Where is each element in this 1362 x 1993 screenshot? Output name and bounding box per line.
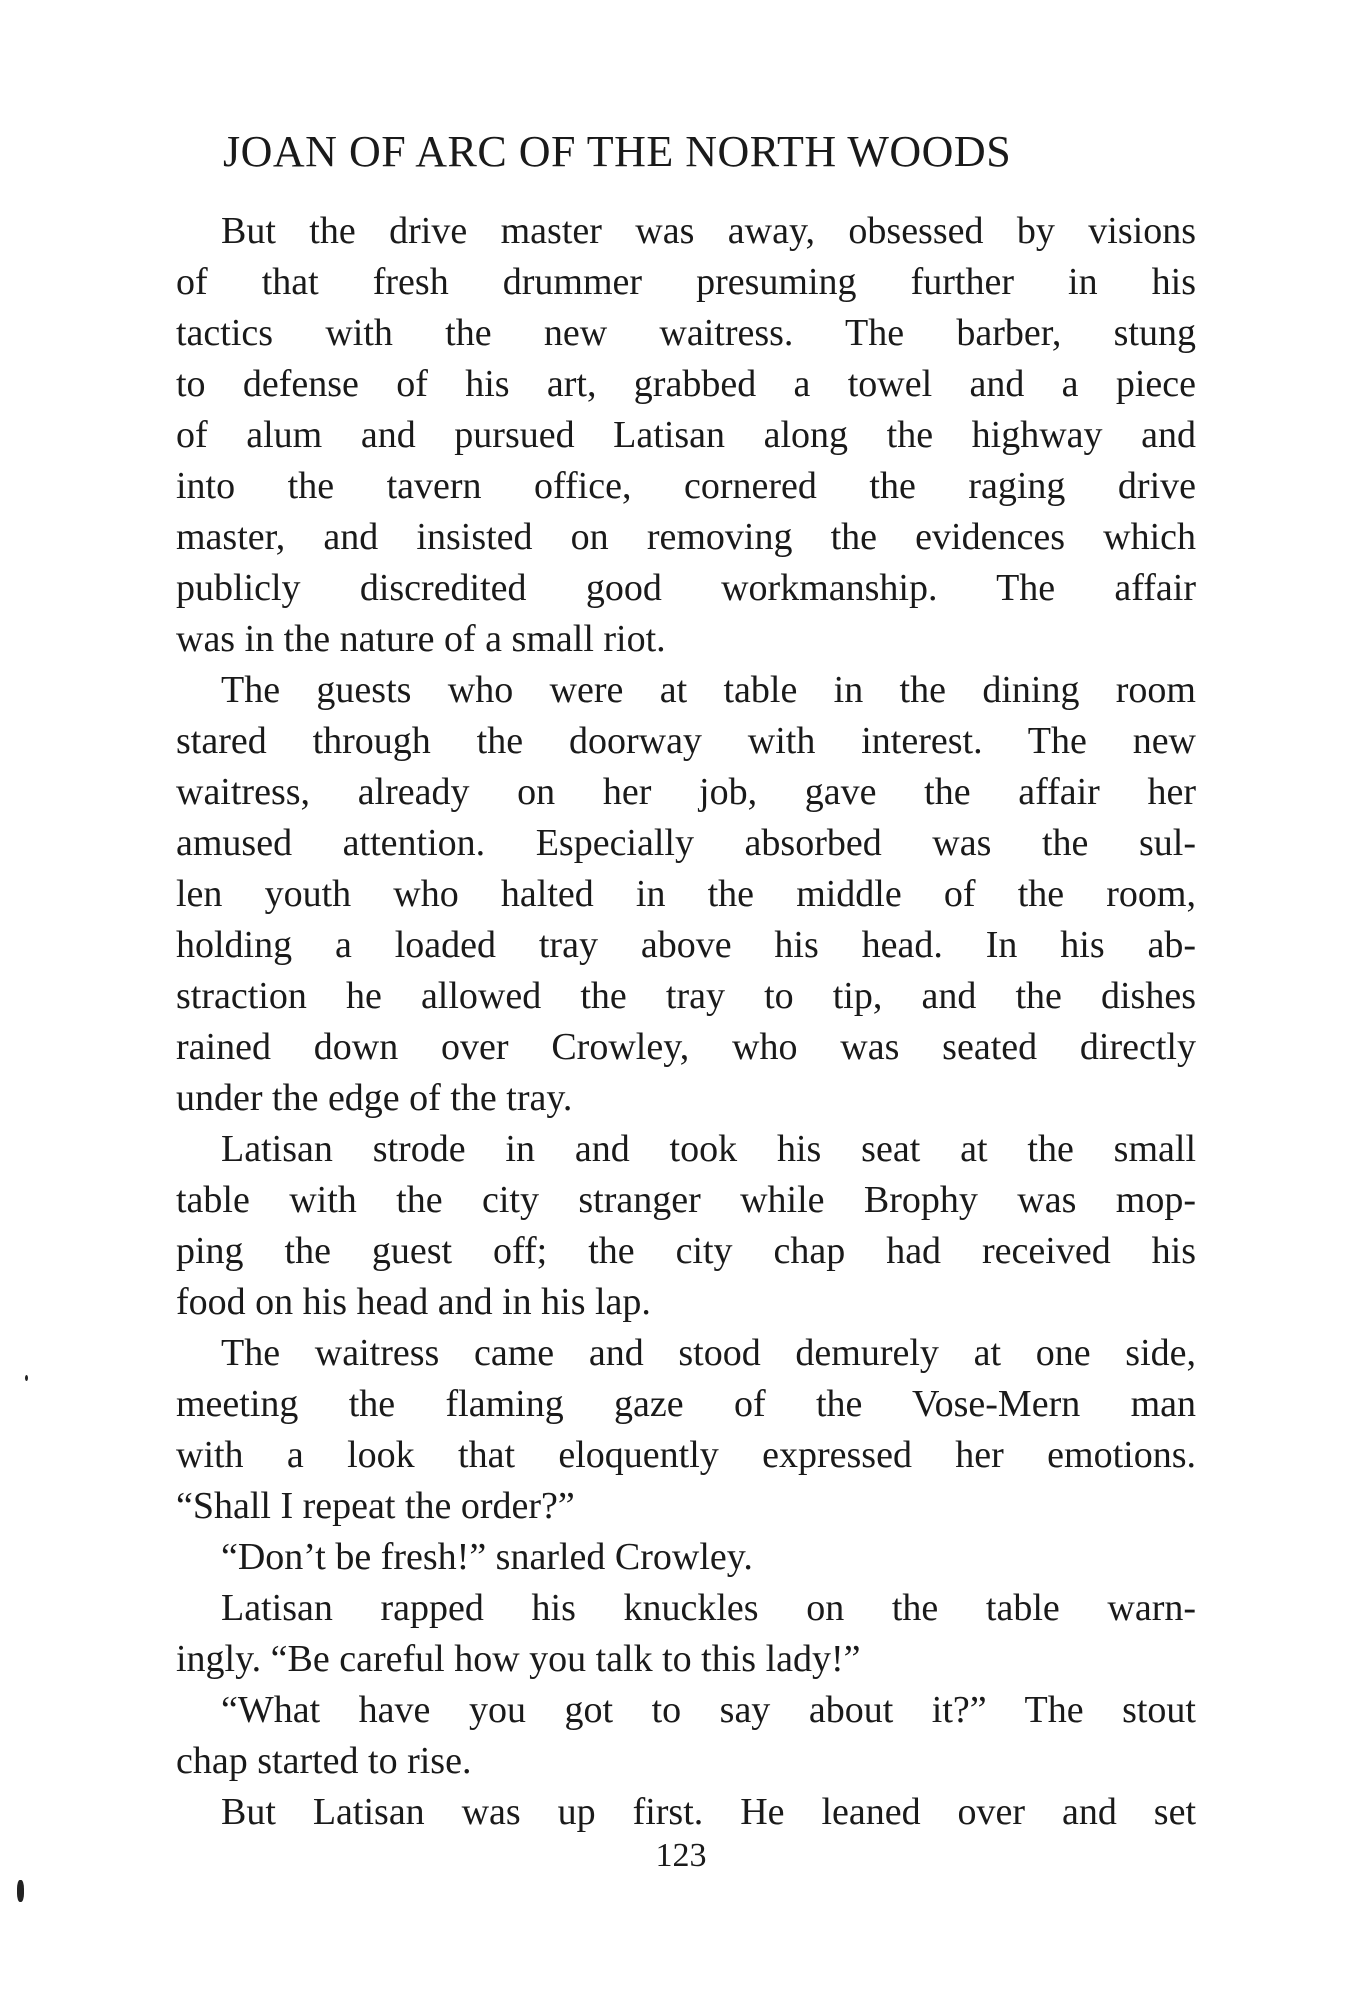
text-line: meeting the flaming gaze of the Vose-Mern man (176, 1383, 1196, 1425)
body-text (176, 206, 1196, 1838)
text-line: The guests who were at table in the dining room (221, 669, 1196, 711)
text-line: tactics with the new waitress. The barber, stung (176, 312, 1196, 354)
text-line: ingly. “Be careful how you talk to this lady!” (176, 1638, 861, 1680)
text-line: rained down over Crowley, who was seated directly (176, 1026, 1196, 1068)
text-line: ping the guest off; the city chap had received his (176, 1230, 1196, 1272)
text-line: len youth who halted in the middle of the room, (176, 873, 1196, 915)
text-line: amused attention. Especially absorbed was the sul- (176, 822, 1196, 864)
text-line: Latisan strode in and took his seat at the small (221, 1128, 1196, 1170)
text-line: holding a loaded tray above his head. In his ab- (176, 924, 1196, 966)
text-line: master, and insisted on removing the evidences which (176, 516, 1196, 558)
text-line: The waitress came and stood demurely at one side, (221, 1332, 1196, 1374)
text-line: Latisan rapped his knuckles on the table warn- (221, 1587, 1196, 1629)
page-number: 123 (655, 1837, 707, 1874)
text-line: stared through the doorway with interest. The new (176, 720, 1196, 762)
text-line: But the drive master was away, obsessed by visions (221, 210, 1196, 252)
text-line: But Latisan was up first. He leaned over and set (221, 1791, 1196, 1833)
text-line: with a look that eloquently expressed her emotions. (176, 1434, 1196, 1476)
text-line: “Shall I repeat the order?” (176, 1485, 575, 1527)
text-line: publicly discredited good workmanship. The affair (176, 567, 1196, 609)
text-line: food on his head and in his lap. (176, 1281, 651, 1323)
text-line: chap started to rise. (176, 1740, 472, 1782)
print-speck (17, 1880, 24, 1902)
print-speck (25, 1375, 28, 1381)
text-line: was in the nature of a small riot. (176, 618, 666, 660)
text-line: of alum and pursued Latisan along the highway and (176, 414, 1196, 456)
text-line: table with the city stranger while Brophy was mop- (176, 1179, 1196, 1221)
text-line: “Don’t be fresh!” snarled Crowley. (221, 1536, 753, 1578)
running-head: JOAN OF ARC OF THE NORTH WOODS (223, 127, 1012, 176)
text-line: waitress, already on her job, gave the affair her (176, 771, 1196, 813)
text-line: to defense of his art, grabbed a towel and a piece (176, 363, 1196, 405)
text-line: “What have you got to say about it?” The stout (221, 1689, 1196, 1731)
text-line: straction he allowed the tray to tip, and the dishes (176, 975, 1196, 1017)
text-line: under the edge of the tray. (176, 1077, 573, 1119)
text-line: into the tavern office, cornered the raging drive (176, 465, 1196, 507)
text-line: of that fresh drummer presuming further in his (176, 261, 1196, 303)
